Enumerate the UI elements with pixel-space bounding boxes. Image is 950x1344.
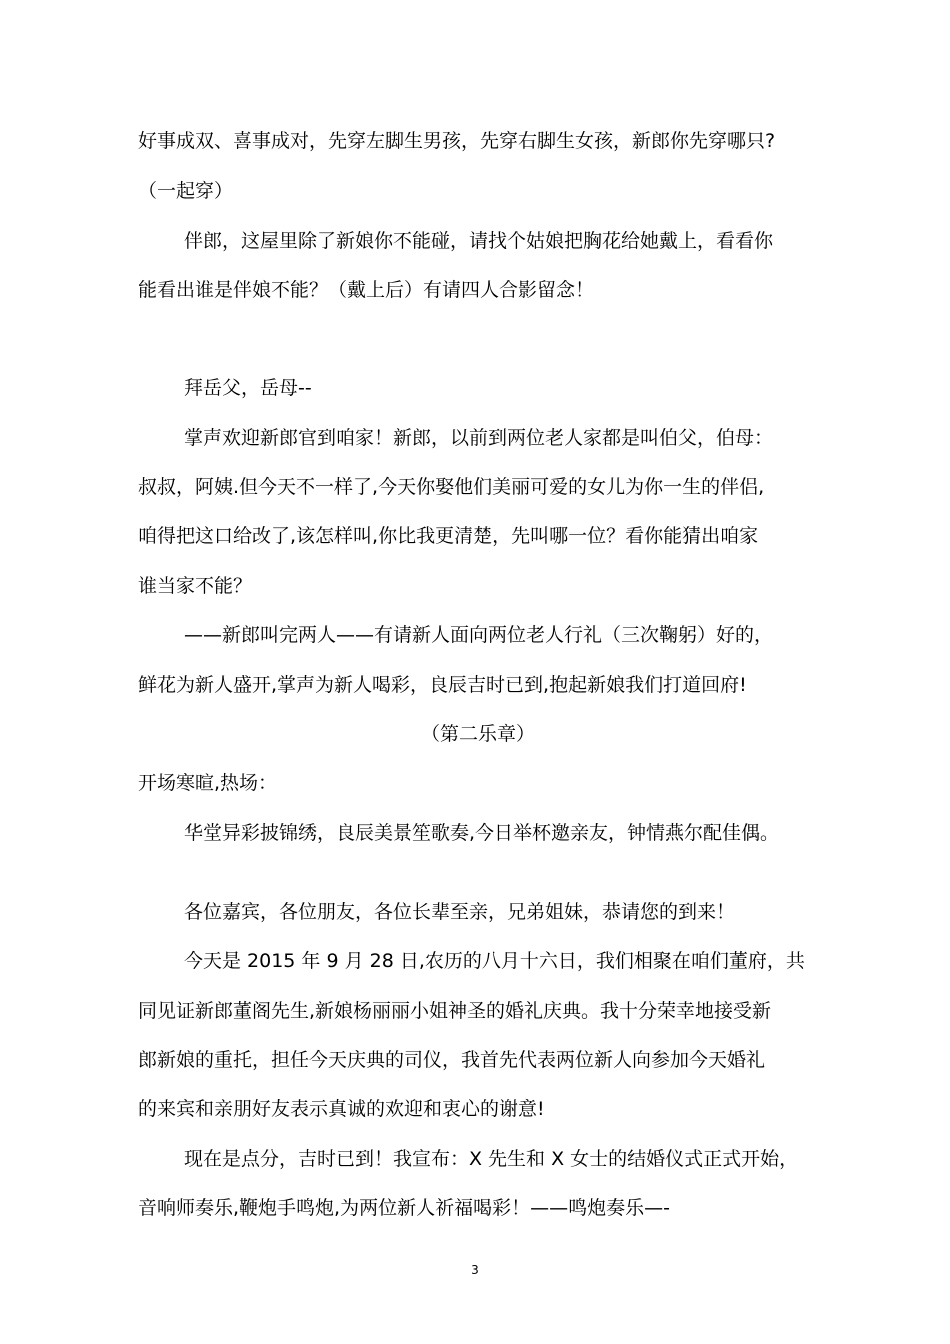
text-line: 咱得把这口给改了,该怎样叫,你比我更清楚，先叫哪一位？看你能猜出咱家	[138, 525, 759, 547]
text-line: 的来宾和亲朋好友表示真诚的欢迎和衷心的谢意!	[138, 1098, 545, 1120]
text-line: 拜岳父，岳母--	[184, 377, 312, 399]
text-line: 音响师奏乐,鞭炮手鸣炮,为两位新人祈福喝彩！——鸣炮奏乐—-	[138, 1197, 670, 1219]
text-line: 同见证新郎董阁先生,新娘杨丽丽小姐神圣的婚礼庆典。我十分荣幸地接受新	[138, 1000, 772, 1022]
text-line: 好事成双、喜事成对，先穿左脚生男孩，先穿右脚生女孩，新郎你先穿哪只?	[138, 130, 776, 152]
text-line: 谁当家不能？	[138, 575, 253, 597]
text-line: 郎新娘的重托，担任今天庆典的司仪，我首先代表两位新人向参加今天婚礼	[138, 1049, 766, 1071]
text-line: 开场寒暄,热场：	[138, 772, 278, 794]
text-line: 华堂异彩披锦绣，良辰美景笙歌奏,今日举杯邀亲友，钟情燕尔配佳偶。	[184, 822, 780, 844]
page-number: 3	[471, 1263, 479, 1277]
section-heading: （第二乐章）	[420, 723, 535, 745]
text-line: 今天是 2015 年 9 月 28 日,农历的八月十六日，我们相聚在咱们董府，共	[184, 950, 805, 972]
text-line: 现在是点分，吉时已到！我宣布：X 先生和 X 女士的结婚仪式正式开始，	[184, 1148, 799, 1170]
text-line: 叔叔，阿姨.但今天不一样了,今天你娶他们美丽可爱的女儿为你一生的伴侣,	[138, 476, 765, 498]
text-line: 能看出谁是伴娘不能？（戴上后）有请四人合影留念！	[138, 279, 595, 301]
text-line: ——新郎叫完两人——有请新人面向两位老人行礼（三次鞠躬）好的，	[184, 624, 774, 646]
text-line: 各位嘉宾，各位朋友，各位长辈至亲，兄弟姐妹，恭请您的到来！	[184, 901, 736, 923]
text-line: 掌声欢迎新郎官到咱家！新郎，以前到两位老人家都是叫伯父，伯母：	[184, 427, 774, 449]
text-line: 鲜花为新人盛开,掌声为新人喝彩，良辰吉时已到,抱起新娘我们打道回府!	[138, 674, 747, 696]
text-line: （一起穿）	[138, 180, 234, 202]
text-line: 伴郎，这屋里除了新娘你不能碰，请找个姑娘把胸花给她戴上，看看你	[184, 230, 774, 252]
